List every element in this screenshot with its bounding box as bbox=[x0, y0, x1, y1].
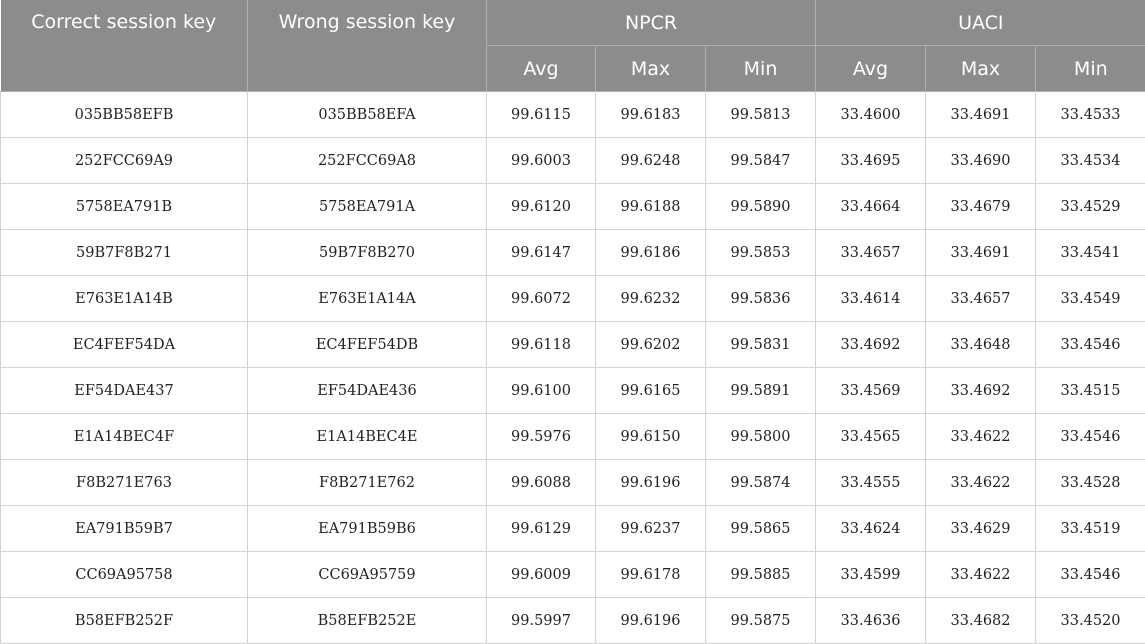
npcr-min-cell: 99.5891 bbox=[706, 368, 816, 414]
npcr-max-cell: 99.6165 bbox=[596, 368, 706, 414]
wrong-key-cell: EA791B59B6 bbox=[248, 506, 487, 552]
header-npcr-avg: Avg bbox=[487, 46, 596, 92]
uaci-avg-cell: 33.4569 bbox=[816, 368, 926, 414]
uaci-avg-cell: 33.4695 bbox=[816, 138, 926, 184]
header-npcr-min: Min bbox=[706, 46, 816, 92]
npcr-avg-cell: 99.6009 bbox=[487, 552, 596, 598]
table-row bbox=[1, 322, 1145, 368]
npcr-max-cell: 99.6150 bbox=[596, 414, 706, 460]
npcr-max-cell: 99.6202 bbox=[596, 322, 706, 368]
uaci-avg-cell: 33.4664 bbox=[816, 184, 926, 230]
table-row bbox=[1, 276, 1145, 322]
correct-key-cell: E1A14BEC4F bbox=[1, 414, 248, 460]
header-uaci: UACI bbox=[816, 0, 1145, 46]
correct-key-cell: EF54DAE437 bbox=[1, 368, 248, 414]
correct-key-cell: CC69A95758 bbox=[1, 552, 248, 598]
uaci-max-cell: 33.4679 bbox=[926, 184, 1036, 230]
uaci-max-cell: 33.4622 bbox=[926, 552, 1036, 598]
npcr-avg-cell: 99.6120 bbox=[487, 184, 596, 230]
table-row bbox=[1, 92, 1145, 138]
uaci-avg-cell: 33.4555 bbox=[816, 460, 926, 506]
wrong-key-cell: B58EFB252E bbox=[248, 598, 487, 644]
header-wrong-session-key: Wrong session key bbox=[248, 0, 487, 92]
wrong-key-cell: 252FCC69A8 bbox=[248, 138, 487, 184]
uaci-max-cell: 33.4691 bbox=[926, 92, 1036, 138]
npcr-min-cell: 99.5874 bbox=[706, 460, 816, 506]
uaci-avg-cell: 33.4599 bbox=[816, 552, 926, 598]
table-row bbox=[1, 184, 1145, 230]
table-row bbox=[1, 414, 1145, 460]
npcr-min-cell: 99.5865 bbox=[706, 506, 816, 552]
npcr-min-cell: 99.5847 bbox=[706, 138, 816, 184]
wrong-key-cell: 5758EA791A bbox=[248, 184, 487, 230]
npcr-min-cell: 99.5885 bbox=[706, 552, 816, 598]
wrong-key-cell: E763E1A14A bbox=[248, 276, 487, 322]
uaci-max-cell: 33.4629 bbox=[926, 506, 1036, 552]
npcr-max-cell: 99.6188 bbox=[596, 184, 706, 230]
table-row bbox=[1, 598, 1145, 644]
correct-key-cell: E763E1A14B bbox=[1, 276, 248, 322]
header-uaci-max: Max bbox=[926, 46, 1036, 92]
table-row bbox=[1, 552, 1145, 598]
table-header bbox=[1, 0, 1145, 92]
npcr-avg-cell: 99.5997 bbox=[487, 598, 596, 644]
npcr-avg-cell: 99.6115 bbox=[487, 92, 596, 138]
npcr-avg-cell: 99.6147 bbox=[487, 230, 596, 276]
uaci-max-cell: 33.4691 bbox=[926, 230, 1036, 276]
npcr-max-cell: 99.6186 bbox=[596, 230, 706, 276]
npcr-min-cell: 99.5800 bbox=[706, 414, 816, 460]
npcr-avg-cell: 99.5976 bbox=[487, 414, 596, 460]
npcr-max-cell: 99.6248 bbox=[596, 138, 706, 184]
wrong-key-cell: EF54DAE436 bbox=[248, 368, 487, 414]
correct-key-cell: 252FCC69A9 bbox=[1, 138, 248, 184]
npcr-min-cell: 99.5831 bbox=[706, 322, 816, 368]
uaci-min-cell: 33.4546 bbox=[1036, 322, 1145, 368]
uaci-avg-cell: 33.4614 bbox=[816, 276, 926, 322]
npcr-min-cell: 99.5853 bbox=[706, 230, 816, 276]
npcr-max-cell: 99.6196 bbox=[596, 598, 706, 644]
header-npcr-max: Max bbox=[596, 46, 706, 92]
npcr-avg-cell: 99.6118 bbox=[487, 322, 596, 368]
table-row bbox=[1, 460, 1145, 506]
uaci-min-cell: 33.4546 bbox=[1036, 414, 1145, 460]
wrong-key-cell: 035BB58EFA bbox=[248, 92, 487, 138]
npcr-max-cell: 99.6178 bbox=[596, 552, 706, 598]
uaci-max-cell: 33.4690 bbox=[926, 138, 1036, 184]
table-body bbox=[1, 92, 1145, 644]
correct-key-cell: 59B7F8B271 bbox=[1, 230, 248, 276]
wrong-key-cell: EC4FEF54DB bbox=[248, 322, 487, 368]
uaci-min-cell: 33.4546 bbox=[1036, 552, 1145, 598]
uaci-min-cell: 33.4528 bbox=[1036, 460, 1145, 506]
table-row bbox=[1, 368, 1145, 414]
header-npcr: NPCR bbox=[487, 0, 816, 46]
uaci-avg-cell: 33.4636 bbox=[816, 598, 926, 644]
npcr-min-cell: 99.5875 bbox=[706, 598, 816, 644]
uaci-max-cell: 33.4682 bbox=[926, 598, 1036, 644]
correct-key-cell: B58EFB252F bbox=[1, 598, 248, 644]
uaci-max-cell: 33.4622 bbox=[926, 414, 1036, 460]
uaci-max-cell: 33.4692 bbox=[926, 368, 1036, 414]
npcr-avg-cell: 99.6003 bbox=[487, 138, 596, 184]
npcr-avg-cell: 99.6072 bbox=[487, 276, 596, 322]
wrong-key-cell: 59B7F8B270 bbox=[248, 230, 487, 276]
header-uaci-avg: Avg bbox=[816, 46, 926, 92]
table-row bbox=[1, 138, 1145, 184]
uaci-max-cell: 33.4657 bbox=[926, 276, 1036, 322]
npcr-min-cell: 99.5813 bbox=[706, 92, 816, 138]
wrong-key-cell: E1A14BEC4E bbox=[248, 414, 487, 460]
uaci-avg-cell: 33.4692 bbox=[816, 322, 926, 368]
npcr-max-cell: 99.6232 bbox=[596, 276, 706, 322]
uaci-max-cell: 33.4622 bbox=[926, 460, 1036, 506]
uaci-avg-cell: 33.4657 bbox=[816, 230, 926, 276]
npcr-avg-cell: 99.6129 bbox=[487, 506, 596, 552]
uaci-avg-cell: 33.4565 bbox=[816, 414, 926, 460]
npcr-avg-cell: 99.6088 bbox=[487, 460, 596, 506]
wrong-key-cell: F8B271E762 bbox=[248, 460, 487, 506]
uaci-min-cell: 33.4520 bbox=[1036, 598, 1145, 644]
header-uaci-min: Min bbox=[1036, 46, 1145, 92]
uaci-min-cell: 33.4533 bbox=[1036, 92, 1145, 138]
uaci-avg-cell: 33.4600 bbox=[816, 92, 926, 138]
uaci-min-cell: 33.4519 bbox=[1036, 506, 1145, 552]
uaci-max-cell: 33.4648 bbox=[926, 322, 1036, 368]
wrong-key-cell: CC69A95759 bbox=[248, 552, 487, 598]
table-row bbox=[1, 230, 1145, 276]
npcr-min-cell: 99.5836 bbox=[706, 276, 816, 322]
correct-key-cell: F8B271E763 bbox=[1, 460, 248, 506]
npcr-min-cell: 99.5890 bbox=[706, 184, 816, 230]
uaci-min-cell: 33.4534 bbox=[1036, 138, 1145, 184]
correct-key-cell: EA791B59B7 bbox=[1, 506, 248, 552]
correct-key-cell: EC4FEF54DA bbox=[1, 322, 248, 368]
uaci-min-cell: 33.4541 bbox=[1036, 230, 1145, 276]
npcr-max-cell: 99.6237 bbox=[596, 506, 706, 552]
uaci-min-cell: 33.4529 bbox=[1036, 184, 1145, 230]
uaci-avg-cell: 33.4624 bbox=[816, 506, 926, 552]
uaci-min-cell: 33.4549 bbox=[1036, 276, 1145, 322]
table-row bbox=[1, 506, 1145, 552]
uaci-min-cell: 33.4515 bbox=[1036, 368, 1145, 414]
npcr-max-cell: 99.6183 bbox=[596, 92, 706, 138]
npcr-max-cell: 99.6196 bbox=[596, 460, 706, 506]
header-correct-session-key: Correct session key bbox=[1, 0, 248, 92]
correct-key-cell: 5758EA791B bbox=[1, 184, 248, 230]
correct-key-cell: 035BB58EFB bbox=[1, 92, 248, 138]
npcr-avg-cell: 99.6100 bbox=[487, 368, 596, 414]
